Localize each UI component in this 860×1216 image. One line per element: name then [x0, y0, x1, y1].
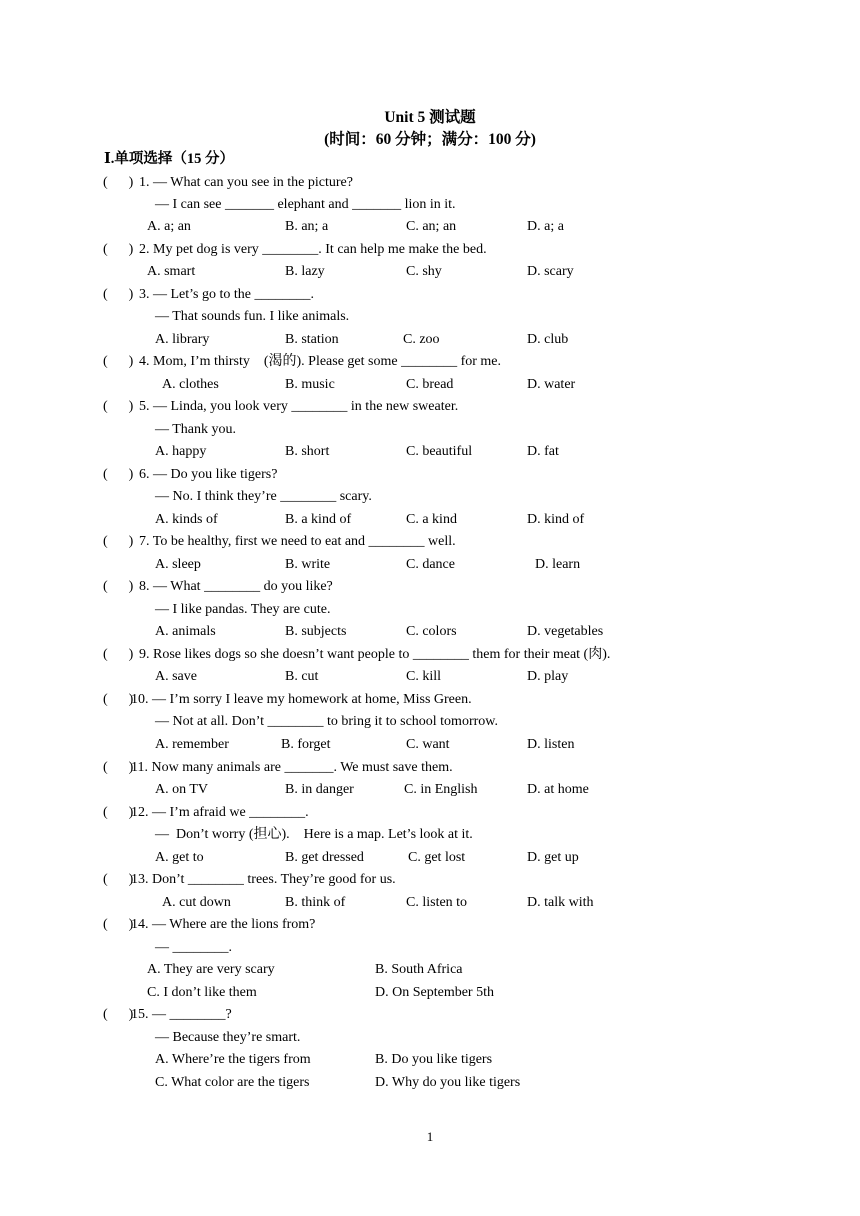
option[interactable]: A. cut down — [162, 895, 231, 910]
question-stem: 14. — Where are the lions from? — [131, 917, 316, 932]
option[interactable]: D. play — [527, 669, 569, 684]
answer-blank[interactable]: ( ) — [103, 805, 134, 820]
option[interactable]: C. a kind — [406, 512, 457, 527]
question-stem: 11. Now many animals are _______. We must save them. — [131, 760, 453, 775]
option[interactable]: B. music — [285, 377, 335, 392]
question-stem: 7. To be healthy, first we need to eat and ________ well. — [139, 534, 456, 549]
question-stem-line2: — No. I think they’re ________ scary. — [155, 489, 372, 504]
question-stem-line2: — I like pandas. They are cute. — [155, 602, 331, 617]
question-stem-line2: — Because they’re smart. — [155, 1030, 301, 1045]
option[interactable]: C. colors — [406, 624, 457, 639]
option[interactable]: B. subjects — [285, 624, 347, 639]
option[interactable]: C. bread — [406, 377, 454, 392]
option[interactable]: D. a; a — [527, 219, 564, 234]
question-stem: 12. — I’m afraid we ________. — [131, 805, 309, 820]
answer-blank[interactable]: ( ) — [103, 287, 134, 302]
page-number: 1 — [426, 1129, 434, 1144]
option[interactable]: A. a; an — [147, 219, 191, 234]
option[interactable]: C. dance — [406, 557, 455, 572]
option[interactable]: A. clothes — [162, 377, 219, 392]
option[interactable]: A. They are very scary — [147, 962, 275, 977]
answer-blank[interactable]: ( ) — [103, 242, 134, 257]
question-stem-line2: — That sounds fun. I like animals. — [155, 309, 350, 324]
question-stem: 10. — I’m sorry I leave my homework at home, Miss Green. — [131, 692, 472, 707]
question-stem: 2. My pet dog is very ________. It can help me make the bed. — [139, 242, 487, 257]
option[interactable]: D. at home — [527, 782, 589, 797]
option[interactable]: B. write — [285, 557, 331, 572]
option[interactable]: C. I don’t like them — [147, 985, 257, 1000]
answer-blank[interactable]: ( ) — [103, 647, 134, 662]
option[interactable]: D. listen — [527, 737, 575, 752]
option[interactable]: A. get to — [155, 850, 204, 865]
option[interactable]: A. on TV — [155, 782, 209, 797]
option[interactable]: B. lazy — [285, 264, 325, 279]
option[interactable]: D. club — [527, 332, 569, 347]
option[interactable]: A. animals — [155, 624, 216, 639]
option[interactable]: B. an; a — [285, 219, 329, 234]
answer-blank[interactable]: ( ) — [103, 534, 134, 549]
answer-blank[interactable]: ( ) — [103, 354, 134, 369]
question-stem: 4. Mom, I’m thirsty (渴的). Please get some ________ for me. — [139, 354, 502, 369]
option[interactable]: A. library — [155, 332, 210, 347]
option[interactable]: C. get lost — [408, 850, 466, 865]
option[interactable]: B. get dressed — [285, 850, 364, 865]
option[interactable]: C. What color are the tigers — [155, 1075, 310, 1090]
option[interactable]: D. water — [527, 377, 576, 392]
option[interactable]: B. in danger — [285, 782, 354, 797]
option[interactable]: C. in English — [404, 782, 478, 797]
question-stem-line2: — Thank you. — [155, 422, 237, 437]
answer-blank[interactable]: ( ) — [103, 175, 134, 190]
option[interactable]: D. Why do you like tigers — [375, 1075, 521, 1090]
option[interactable]: B. South Africa — [375, 962, 463, 977]
answer-blank[interactable]: ( ) — [103, 579, 134, 594]
option[interactable]: A. remember — [155, 737, 229, 752]
option[interactable]: B. think of — [285, 895, 346, 910]
question-stem-line2: — Don’t worry (担心). Here is a map. Let’s look at it. — [155, 827, 473, 842]
option[interactable]: B. Do you like tigers — [375, 1052, 493, 1067]
option[interactable]: C. listen to — [406, 895, 468, 910]
question-stem-line2: — Not at all. Don’t ________ to bring it to school tomorrow. — [155, 714, 498, 729]
option[interactable]: A. save — [155, 669, 197, 684]
option[interactable]: B. short — [285, 444, 330, 459]
option[interactable]: C. shy — [406, 264, 442, 279]
question-stem: 13. Don’t ________ trees. They’re good for us. — [131, 872, 396, 887]
option[interactable]: A. sleep — [155, 557, 201, 572]
option[interactable]: B. a kind of — [285, 512, 352, 527]
option[interactable]: B. cut — [285, 669, 319, 684]
option[interactable]: D. get up — [527, 850, 579, 865]
question-stem: 5. — Linda, you look very ________ in the new sweater. — [139, 399, 459, 414]
option[interactable]: D. talk with — [527, 895, 594, 910]
question-stem-line2: — ________. — [155, 940, 232, 955]
option[interactable]: D. learn — [535, 557, 581, 572]
section-heading: Ⅰ.单项选择（15 分） — [104, 151, 235, 167]
option[interactable]: D. vegetables — [527, 624, 604, 639]
question-stem: 8. — What ________ do you like? — [139, 579, 333, 594]
question-stem: 1. — What can you see in the picture? — [139, 175, 353, 190]
option[interactable]: A. Where’re the tigers from — [155, 1052, 311, 1067]
page-title: Unit 5 测试题 — [384, 109, 476, 126]
option[interactable]: C. an; an — [406, 219, 457, 234]
question-stem: 6. — Do you like tigers? — [139, 467, 278, 482]
option[interactable]: A. kinds of — [155, 512, 218, 527]
option[interactable]: A. smart — [147, 264, 196, 279]
option[interactable]: A. happy — [155, 444, 207, 459]
answer-blank[interactable]: ( ) — [103, 760, 134, 775]
answer-blank[interactable]: ( ) — [103, 399, 134, 414]
question-stem: 15. — ________? — [131, 1007, 232, 1022]
answer-blank[interactable]: ( ) — [103, 692, 134, 707]
option[interactable]: B. forget — [281, 737, 331, 752]
answer-blank[interactable]: ( ) — [103, 917, 134, 932]
answer-blank[interactable]: ( ) — [103, 467, 134, 482]
option[interactable]: C. beautiful — [406, 444, 473, 459]
option[interactable]: C. kill — [406, 669, 442, 684]
option[interactable]: D. kind of — [527, 512, 585, 527]
option[interactable]: C. want — [406, 737, 450, 752]
option[interactable]: C. zoo — [403, 332, 440, 347]
option[interactable]: D. On September 5th — [375, 985, 494, 1000]
answer-blank[interactable]: ( ) — [103, 1007, 134, 1022]
page-subtitle: (时间：60 分钟；满分：100 分) — [324, 131, 536, 148]
question-stem: 9. Rose likes dogs so she doesn’t want people to ________ them for their meat (肉). — [139, 647, 611, 662]
question-stem-line2: — I can see _______ elephant and _______ lion in it. — [155, 197, 456, 212]
option[interactable]: B. station — [285, 332, 339, 347]
option[interactable]: D. fat — [527, 444, 559, 459]
answer-blank[interactable]: ( ) — [103, 872, 134, 887]
question-stem: 3. — Let’s go to the ________. — [139, 287, 314, 302]
option[interactable]: D. scary — [527, 264, 574, 279]
